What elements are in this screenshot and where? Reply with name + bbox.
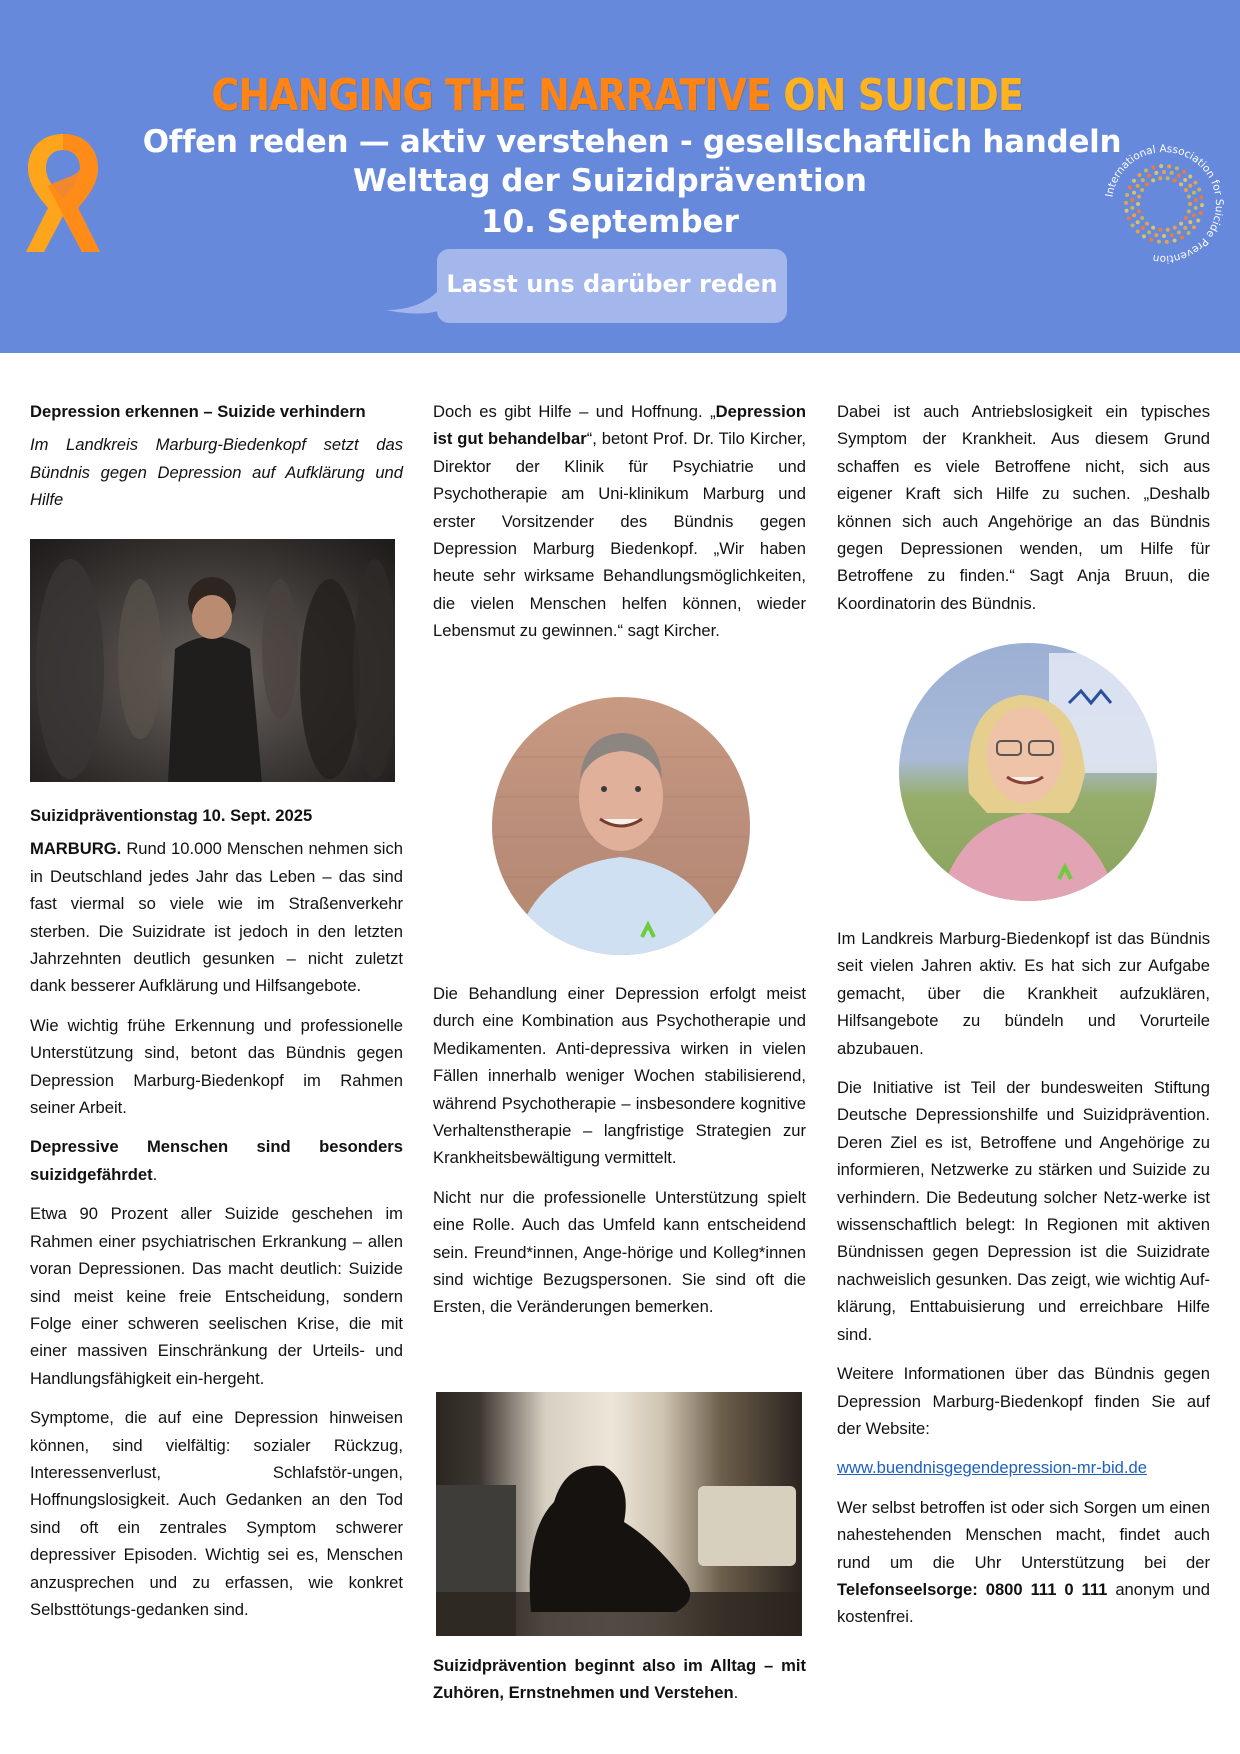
- logo-dot: [1173, 178, 1177, 182]
- logo-dot: [1141, 178, 1145, 182]
- logo-dot: [1196, 219, 1200, 223]
- logo-dot: [1165, 240, 1169, 244]
- logo-dot: [1142, 234, 1146, 238]
- logo-dot: [1166, 176, 1170, 180]
- logo-dot: [1200, 203, 1204, 207]
- logo-dot: [1130, 206, 1134, 210]
- logo-dot: [1167, 164, 1171, 168]
- article-column-1: [30, 398, 403, 526]
- paragraph-more-info: Weitere Informationen über das Bündnis gegen Depression Marburg-Biedenkopf finden Sie auf der Website:: [837, 1364, 1210, 1438]
- logo-dot: [1137, 173, 1141, 177]
- logo-dot: [1192, 213, 1196, 217]
- logo-dot: [1159, 164, 1163, 168]
- paragraph-early-detection: Wie wichtig frühe Erkennung und professionelle Unterstützung sind, betont das Bündnis gegen Depression Marburg-Biedenkopf im Rahmen seiner Arbeit.: [30, 1015, 403, 1118]
- paragraph-social-environment: Nicht nur die professionelle Unterstützung spielt eine Rolle. Auch das Umfeld kann entscheidend sein. Freund*innen, Ange-hörige und Kolleg*innen sind wichtige Bezugspersonen. Sie sind oft die Ersten, die Veränderungen bemerken.: [433, 1187, 806, 1317]
- logo-dot: [1131, 223, 1135, 227]
- section-heading-date: Suizidpräventionstag 10. Sept. 2025: [30, 806, 313, 825]
- paragraph-kircher-quote: [433, 398, 806, 645]
- logo-dot: [1170, 233, 1174, 237]
- logo-dot: [1136, 184, 1140, 188]
- logo-dot: [1183, 178, 1187, 182]
- header-banner: [0, 0, 1240, 353]
- campaign-title-part2: ON SUICIDE: [783, 70, 1023, 121]
- logo-dot: [1125, 193, 1129, 197]
- paragraph-statistics: Etwa 90 Prozent aller Suizide geschehen im Rahmen einer psychiatrischen Erkrankung – allen voran Depressionen. Das macht deutlich: Suizide sind meist keine freie Entscheidung, sondern Folge einer schweren seelischen Krise, die mit einer massiven Einschränkung der Urteils- und Handlungsfähigkeit ein-hergeht.: [30, 1204, 403, 1388]
- portrait-anja-bruun: [899, 643, 1157, 901]
- article-lead: Im Landkreis Marburg-Biedenkopf setzt das Bündnis gegen Depression auf Aufklärung und Hilfe: [30, 435, 403, 510]
- logo-dot: [1147, 174, 1151, 178]
- logo-dot: [1188, 202, 1192, 206]
- helpline-intro: Wer selbst betroffen ist oder sich Sorgen um einen nahestehenden Menschen macht, findet auch rund um die Uhr Unterstützung bei der: [837, 1497, 1210, 1572]
- article-column-2: [433, 398, 806, 657]
- helpline-tail: anonym und kostenfrei.: [837, 1579, 1210, 1627]
- risk-heading-tail: .: [152, 1164, 158, 1184]
- website-line: [837, 1454, 1210, 1481]
- article-column-1-body: [30, 802, 403, 1635]
- logo-dot: [1177, 174, 1181, 178]
- campaign-title-part1: CHANGING THE NARRATIVE: [211, 70, 784, 121]
- logo-dot: [1158, 228, 1162, 232]
- logo-dot: [1197, 188, 1201, 192]
- logo-dot: [1177, 230, 1181, 234]
- closing-statement-bold: Suizidprävention beginnt also im Alltag – mit Zuhören, Ernstnehmen und Verstehen: [433, 1656, 806, 1703]
- logo-dot: [1145, 222, 1149, 226]
- logo-dot: [1179, 222, 1183, 226]
- logo-dot: [1151, 166, 1155, 170]
- paragraph-risk-heading: [30, 1133, 403, 1188]
- article-column-3-body: [837, 925, 1210, 1643]
- quote-bold: Depression ist gut behandelbar: [433, 402, 806, 449]
- paragraph-helpline: [837, 1494, 1210, 1631]
- quote-intro: Doch es gibt Hilfe – und Hoffnung. „: [433, 402, 716, 421]
- logo-dot: [1154, 233, 1158, 237]
- logo-dot: [1194, 198, 1198, 202]
- logo-dot: [1166, 228, 1170, 232]
- logo-dot: [1175, 166, 1179, 170]
- logo-dot: [1130, 198, 1134, 202]
- svg-text:International Association for: International Association for Suicide Prevention: [1103, 142, 1226, 266]
- logo-dot: [1140, 216, 1144, 220]
- logo-dot: [1188, 184, 1192, 188]
- logo-dot: [1187, 231, 1191, 235]
- person-covering-face-illustration: [30, 539, 395, 782]
- logo-dot: [1132, 179, 1136, 183]
- logo-dot: [1144, 169, 1148, 173]
- logo-dot: [1182, 170, 1186, 174]
- logo-dot: [1128, 185, 1132, 189]
- logo-dot: [1127, 216, 1131, 220]
- logo-dot: [1179, 182, 1183, 186]
- risk-heading-bold: Depressive Menschen sind besonders suizidgefährdet: [30, 1137, 403, 1184]
- logo-dot: [1149, 238, 1153, 242]
- paragraph-intro-text: Rund 10.000 Menschen nehmen sich in Deutschland jedes Jahr das Leben – das sind fast viermal so viele wie im Straßenverkehr sterben. Die Suizidrate ist jedoch in den letzten Jahrzehnten deutlich gesunken – nicht zuletzt dank besserer Aufklärung und Hilfsangebote.: [30, 839, 403, 996]
- logo-dot: [1151, 178, 1155, 182]
- man-portrait-illustration: [492, 697, 750, 955]
- logo-dot: [1136, 202, 1140, 206]
- logo-dot: [1170, 171, 1174, 175]
- paragraph-local-alliance: Im Landkreis Marburg-Biedenkopf ist das Bündnis seit vielen Jahren aktiv. Es hat sich zur Aufgabe gemacht, über die Krankheit aufzuklären, Hilfsangebote zu bündeln und Vorurteile abzubauen.: [837, 929, 1210, 1058]
- logo-dot: [1140, 188, 1144, 192]
- logo-dot: [1158, 176, 1162, 180]
- article-column-2-closing: [433, 1652, 806, 1719]
- quote-rest: “, betont Prof. Dr. Tilo Kircher, Direktor der Klinik für Psychiatrie und Psychotherapie am Uni-klinikum Marburg und erster Vorsitzender des Bündnis gegen Depression Marburg Biedenkopf. „Wir haben heute sehr wirksame Behandlungsmöglichkeiten, die vielen Menschen helfen können, wieder Lebensmut zu gewinnen.“ sagt Kircher.: [433, 429, 806, 641]
- woman-silhouette-illustration: [436, 1392, 802, 1636]
- logo-dot: [1199, 211, 1203, 215]
- paragraph-treatment: Die Behandlung einer Depression erfolgt meist durch eine Kombination aus Psychotherapie und Medikamenten. Anti-depressiva wirken in vielen Fällen innerhalb weniger Wochen stabilisierend, während Psychotherapie – insbesondere kognitive Verhaltenstherapie – langfristige Strategien zur Krankheitsbewältigung vermittelt.: [433, 984, 806, 1168]
- logo-dot: [1162, 170, 1166, 174]
- logo-dot: [1132, 213, 1136, 217]
- logo-dot: [1136, 220, 1140, 224]
- logo-dot: [1173, 238, 1177, 242]
- speech-bubble-text: Lasst uns darüber reden: [446, 270, 778, 298]
- helpline-number: Telefonseelsorge: 0800 111 0 111: [837, 1579, 1108, 1599]
- logo-dot: [1162, 234, 1166, 238]
- logo-dot: [1192, 191, 1196, 195]
- logo-dot: [1192, 225, 1196, 229]
- portrait-tilo-kircher: [492, 697, 750, 955]
- paragraph-bruun-quote: Dabei ist auch Antriebslosigkeit ein typisches Symptom der Krankheit. Aus diesem Grund schaffen es viele Betroffene nicht, sich aus eigener Kraft sich Hilfe zu suchen. „Deshalb können sich auch Angehörige an das Bündnis gegen Depressionen wenden, um Hilfe für Betroffene zu finden.“ Sagt Anja Bruun, die Koordinatorin des Bündnis.: [837, 402, 1210, 613]
- logo-dot: [1187, 195, 1191, 199]
- logo-dot: [1183, 226, 1187, 230]
- article-column-2-body: [433, 980, 806, 1333]
- logo-dot: [1137, 195, 1141, 199]
- closing-statement: [433, 1652, 806, 1707]
- article-column-3: [837, 398, 1210, 629]
- logo-dot: [1137, 209, 1141, 213]
- logo-dot: [1125, 209, 1129, 213]
- campaign-slogan: Offen reden — aktiv verstehen - gesellschaftlich handeln: [142, 124, 1122, 160]
- logo-dot: [1157, 240, 1161, 244]
- logo-dot: [1136, 229, 1140, 233]
- logo-dot: [1151, 226, 1155, 230]
- logo-dot: [1184, 188, 1188, 192]
- logo-dot: [1132, 191, 1136, 195]
- event-name: Welttag der Suizidprävention: [353, 163, 867, 199]
- logo-dot: [1141, 226, 1145, 230]
- street-crowd-photo: [30, 539, 395, 782]
- logo-dot: [1173, 226, 1177, 230]
- logo-dot: [1184, 216, 1188, 220]
- sitting-woman-photo: [436, 1392, 802, 1636]
- logo-dot: [1154, 171, 1158, 175]
- dateline: MARBURG.: [30, 839, 122, 859]
- closing-statement-tail: .: [733, 1683, 739, 1703]
- logo-dot: [1188, 220, 1192, 224]
- logo-dot: [1193, 181, 1197, 185]
- logo-dot: [1147, 230, 1151, 234]
- logo-dot: [1188, 175, 1192, 179]
- woman-portrait-illustration: [899, 643, 1157, 901]
- campaign-title: [84, 70, 1150, 121]
- iasp-logo-icon: [1100, 140, 1228, 268]
- website-link[interactable]: www.buendnisgegendepression-mr-bid.de: [837, 1458, 1147, 1478]
- article-headline: Depression erkennen – Suizide verhindern: [30, 402, 366, 421]
- logo-dot: [1180, 235, 1184, 239]
- paragraph-initiative: Die Initiative ist Teil der bundesweiten Stiftung Deutsche Depressionshilfe und Suizidprävention. Deren Ziel es ist, Betroffene und Angehörige zu informieren, Netzwerke zu stärken und Suizide zu verhindern. Die Bedeutung solcher Netz-werke ist wissenschaftlich belegt: In Regionen mit aktiven Bündnissen gegen Depression ist die Suizidrate nachweislich gesunken. Das zeigt, wie wichtig Auf-klärung, Enttabuisierung und erreichbare Hilfe sind.: [837, 1078, 1210, 1344]
- logo-dot: [1199, 195, 1203, 199]
- event-date: 10. September: [481, 204, 739, 240]
- paragraph-intro: [30, 835, 403, 999]
- logo-dot: [1194, 206, 1198, 210]
- paragraph-symptoms: Symptome, die auf eine Depression hinweisen können, sind vielfältig: sozialer Rückzug, Interessenverlust, Schlafstör-ungen, Hoffnungslosigkeit. Auch Gedanken an den Tod sind oft ein zentrales Symptom schwerer depressiver Episoden. Wichtig sei es, Menschen anzusprechen und zu erfassen, wie konkret Selbsttötungs-gedanken sind.: [30, 1408, 403, 1619]
- logo-dot: [1124, 201, 1128, 205]
- logo-dot: [1187, 209, 1191, 213]
- logo-dot: [1145, 182, 1149, 186]
